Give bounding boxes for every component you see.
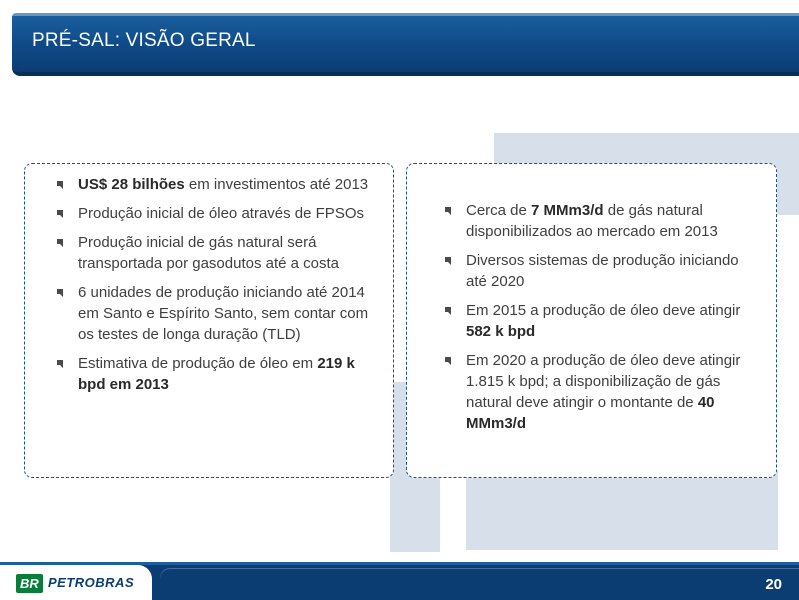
- list-item-bold: 40 MMm3/d: [466, 394, 715, 432]
- petrobras-logo-icon: [16, 574, 43, 593]
- title-bar: [12, 13, 799, 76]
- bullet-icon: [56, 209, 65, 219]
- list-item-text: 6 unidades de produção iniciando até 2014 em Santo e Espírito Santo, sem contar com os testes de longa duração (TLD): [78, 284, 369, 343]
- bullet-icon: [444, 206, 453, 216]
- left-content-box: [24, 163, 394, 478]
- background-panel: [466, 470, 778, 550]
- page-number: 20: [765, 576, 782, 593]
- bullet-icon: [56, 238, 65, 248]
- bullet-icon: [56, 180, 65, 190]
- logo-wordmark: PETROBRAS: [48, 575, 135, 590]
- list-item-bold: 7 MMm3/d: [531, 202, 604, 219]
- footer-bar: [0, 562, 799, 600]
- footer-band: [160, 568, 799, 597]
- bullet-icon: [56, 359, 65, 369]
- list-item: [439, 200, 762, 242]
- left-bullet-list: [51, 174, 379, 395]
- bullet-icon: [444, 256, 453, 266]
- logo-area: [0, 565, 152, 600]
- list-item: [51, 174, 379, 195]
- list-item: [51, 353, 379, 395]
- page-title: PRÉ-SAL: VISÃO GERAL: [32, 30, 256, 51]
- bullet-icon: [56, 288, 65, 298]
- right-bullet-list: [439, 200, 762, 434]
- list-item-text: em investimentos até 2013: [184, 176, 369, 193]
- list-item-text: Em 2020 a produção de óleo deve atingir 1.815 k bpd; a disponibilização de gás natural deve atingir o montante de: [466, 352, 741, 411]
- logo-mark: BR: [20, 576, 39, 591]
- list-item: [51, 232, 379, 274]
- list-item-bold: 219 k bpd em 2013: [78, 355, 355, 393]
- list-item-text: Cerca de: [466, 202, 532, 219]
- list-item-bold: US$ 28 bilhões: [78, 176, 185, 193]
- list-item-bold: 582 k bpd: [466, 323, 536, 340]
- list-item: [51, 282, 379, 345]
- list-item: [51, 203, 379, 224]
- bullet-icon: [444, 306, 453, 316]
- list-item-text: Produção inicial de óleo através de FPSOs: [78, 205, 364, 222]
- bullet-icon: [444, 356, 453, 366]
- list-item-text: Em 2015 a produção de óleo deve atingir: [466, 302, 741, 319]
- list-item: [439, 350, 762, 434]
- list-item-text: de gás natural disponibilizados ao mercado em 2013: [466, 202, 718, 240]
- right-content-box: [406, 163, 777, 478]
- list-item-text: Estimativa de produção de óleo em: [78, 355, 318, 372]
- list-item: [439, 250, 762, 292]
- list-item-text: Produção inicial de gás natural será transportada por gasodutos até a costa: [78, 234, 340, 272]
- list-item-text: Diversos sistemas de produção iniciando até 2020: [466, 252, 739, 290]
- list-item: [439, 300, 762, 342]
